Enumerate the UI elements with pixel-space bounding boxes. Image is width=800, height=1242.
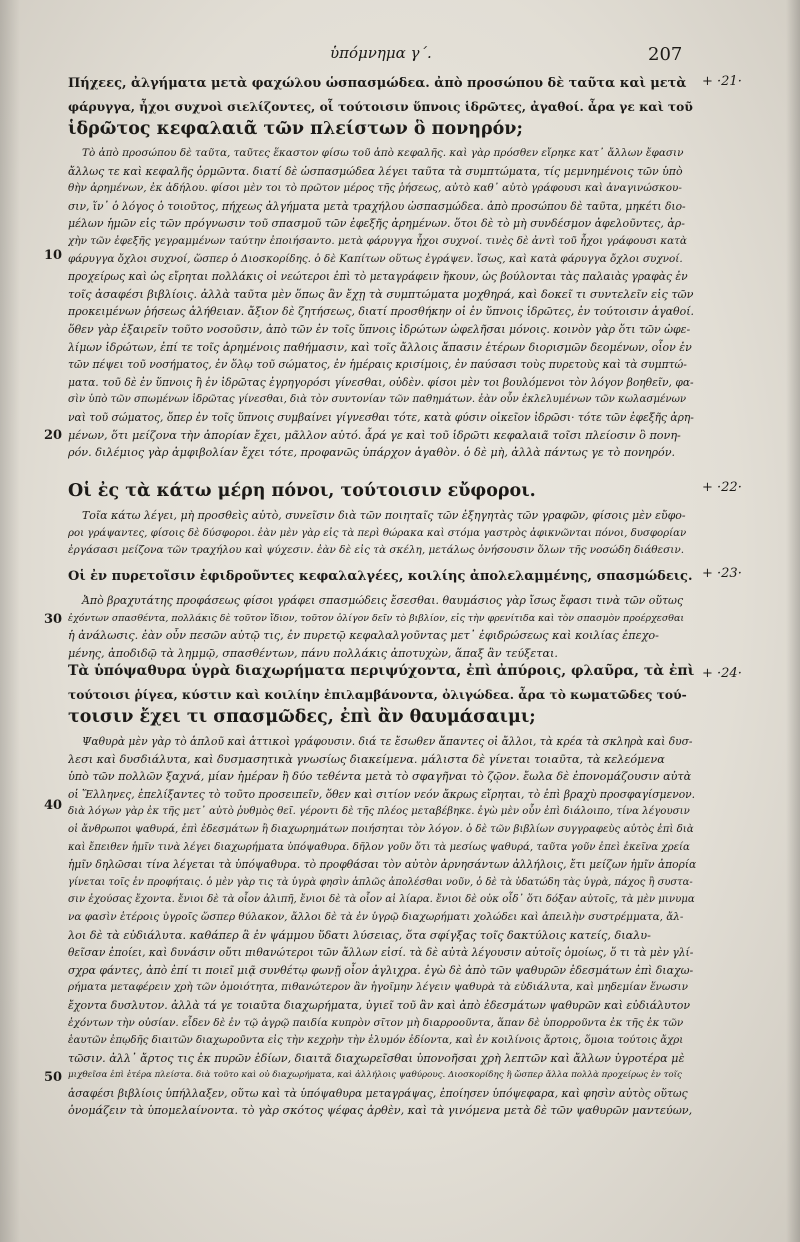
section-lemma xyxy=(68,565,696,588)
commentary-line: ὑπὸ τῶν πολλῶν ξαχνά, μίαν ἡμέραν ἢ δύο τεθέντα μετὰ τὸ σφαγῆναι τὸ ζῷον. ἔωλα δὲ ἐπονομάζουσιν αὐτὰ xyxy=(68,770,692,784)
commentary-line: τῶν πέψει τοῦ νοσήματος, ἐν ὅλῳ τοῦ σώματος, ἐν ἡμέραις κρισίμοις, ἐν παύσασι τοὺς πυρετοὺς καὶ τὰ συμπτώ- xyxy=(68,358,687,372)
commentary-line: ρόν. διλέμιος γὰρ ἀμφιβολίαν ἔχει τότε, προφανῶς ὑπάρχον ἀγαθὸν. ὁ δὲ μὴ, ἀλλὰ πάντως γε τὸ πονηρόν. xyxy=(68,446,676,460)
commentary-line: σχρα φάντες, ἀπὸ ἐπί τι ποιεῖ μιᾷ συνθέτῳ φωνῇ οἷον ἀγλιχρα. ἐγὼ δὲ ἀπὸ τῶν ψαθυρῶν ἐδεσμάτων ἐπὶ διαχω- xyxy=(68,963,694,977)
commentary-line: σὶν ὑπὸ τῶν σπωμένων ἱδρῶτας γίνεσθαι, διὰ τὸν συντονίαν τῶν παθημάτων. ἐὰν οὖν ἐκλελυμένων τῶν κωλασμένων xyxy=(68,394,687,406)
commentary-line: προκειμένων ῥήσεως ἀλήθειαν. ἄξιον δὲ ζητήσεως, διατί προσθήκην οἱ ἐν ὕπνοις ἱδρῶτες, ἐν τούτοισιν ἀγαθοί. xyxy=(68,305,694,319)
commentary-line: προχείρως καὶ ὡς εἴρηται πολλάκις οἱ νεώτεροι ἐπὶ τὸ μεταγράφειν ἥκουν, ὡς βούλονται τὰς παλαιὰς γραφὰς ἐν xyxy=(68,270,688,284)
section-lemma xyxy=(68,72,696,141)
commentary-line: ἑαυτῶν ἐπῳδῆς διαιτῶν διαχωροῦντα εἰς τὴν κεχρὴν τὴν ἑλυμόν ἐδίοντα, καὶ ἐν κοιλίνοις ἄρτοις, ὅμοια τούτοις ἄχρι xyxy=(68,1035,684,1047)
commentary-line: λεσι καὶ δυσδιάλυτα, καὶ δυσμασητικὰ γνωσίως διακείμενα. μάλιστα δὲ γίνεται τοιαῦτα, τὰ κελεόμενα xyxy=(68,752,665,766)
commentary-line: Ἀπὸ βραχυτάτης προφάσεως φίσοι γράφει σπασμώδεις ἔσεσθαι. θαυμάσιος γὰρ ἴσως ἔφασι τινὰ τῶν οὕτως xyxy=(82,594,684,607)
commentary-line: τοῖς ἀσαφέσι βιβλίοις. ἀλλὰ ταῦτα μὲν ὅπως ἂν ἔχῃ τὰ συμπτώματα μοχθηρά, καὶ δοκεῖ τι συντελεῖν εἰς τῶν xyxy=(68,287,694,301)
commentary-line: χὴν τῶν ἐφεξῆς γεγραμμένων ταύτην ἐποιήσαντο. μετὰ φάρυγγα ἦχοι συχνοί. τινὲς δὲ ἀντὶ τοῦ ἦχοι γράφουσι κατὰ xyxy=(68,234,687,247)
lemma-line: Τὰ ὑπόψαθυρα ὑγρὰ διαχωρήματα περιψύχοντα, ἐπὶ ἀπύροις, φλαῦρα, τὰ ἐπὶ xyxy=(68,663,695,679)
commentary-line: φάρυγγα ὄχλοι συχνοί, ὥσπερ ὁ Διοσκορίδης. ὁ δὲ Καπίτων οὕτως ἐγράψεν. ἴσως, καὶ κατὰ φάρυγγα ὄχλοι συχνοί. xyxy=(68,252,683,265)
commentary-line: ἀσαφέσι βιβλίοις ὑπήλλαξεν, οὕτω καὶ τὰ ὑπόψαθυρα μεταγράψας, ἐποίησεν ὑπόψεφαρα, καὶ φησὶν αὐτὸς οὕτως xyxy=(68,1086,688,1100)
commentary-line: μένων, ὅτι μείζονα τὴν ἀπορίαν ἔχει, μᾶλλον αὐτό. ἆρά γε καὶ τοῦ ἱδρῶτι κεφαλαιᾶ τοῖσι πλείοσιν ὃ πονη- xyxy=(68,428,681,442)
margin-ref-22: + ·22· xyxy=(702,480,742,495)
commentary-line: μιχθεῖσα ἐπὶ ἑτέρα πλείστα. διὰ τοῦτο καὶ οὐ διαχωρήματα, καὶ ἀλλήλοις ψαθύρους. Διοσκορίδης ἢ ὥσπερ ἄλλα πολλὰ προχείρως ἐν τοῖς xyxy=(68,1070,682,1081)
section-3 xyxy=(68,565,696,662)
commentary-line: ἐργάσασι μείζονα τῶν τραχήλου καὶ ψύχεσιν. ἐὰν δὲ εἰς τὰ σκέλη, μετάλως ὀνήσουσιν ὅλων τῆς νοσώδη διάθεσιν. xyxy=(68,544,685,557)
line-number-10: 10 xyxy=(44,248,63,263)
page-edge-shadow xyxy=(786,0,800,1242)
section-commentary xyxy=(68,145,696,462)
margin-ref-23: + ·23· xyxy=(702,566,742,581)
line-number-30: 30 xyxy=(44,612,63,627)
section-commentary xyxy=(68,592,696,662)
commentary-line: σιν, ἵν᾿ ὁ λόγος ὁ τοιοῦτος, πήχεως ἀλγήματα μετὰ τραχήλου ὡσπασμώδεα. ἀπὸ προσώπου δὲ ταῦτα, μηκέτι διο- xyxy=(68,199,686,213)
margin-ref-24: + ·24· xyxy=(702,666,742,681)
commentary-line: μέλων ἡμῶν εἰς τῶν πρόγνωσιν τοῦ σπασμοῦ τῶν ἐφεξῆς ἀρημένων. ὅτοι δὲ τὸ μὴ συνδέσμον ἀφελοῦντες, ἀρ- xyxy=(68,217,685,231)
lemma-line: τοισιν ἔχει τι σπασμῶδες, ἐπὶ ἂν θαυμάσαιμι; xyxy=(68,707,536,727)
commentary-line: να φασὶν ἑτέροις ὑγροῖς ὥσπερ θύλακον, ἄλλοι δὲ τὰ ἐν ὑγρῷ διαχωρήματι χολώδει καὶ ἀπειλὴν συστρέμματα, ἄλ- xyxy=(68,910,684,923)
gutter-shadow xyxy=(0,0,20,1242)
section-1 xyxy=(68,72,696,462)
commentary-line: οἱ Ἕλληνες, ἐπελίξαντες τὸ τοῦτο προσειπεῖν, ὅθεν καὶ σιτίον νεόν ἄκρως εἴρηται, τὸ ἐπὶ βραχὺ προσφαγίσμενον. xyxy=(68,787,696,801)
commentary-line: Τοῖα κάτω λέγει, μὴ προσθεὶς αὐτὸ, συνεῖσιν διὰ τῶν ποιηταῖς τῶν ἐξηγητὰς τῶν γραφῶν, φίσοις μὲν εὔφο- xyxy=(82,509,686,522)
commentary-line: ἐχόντων σπασθέντα, πολλάκις δὲ τοῦτον ἴδιον, τοῦτον ὀλίγον δεῖν τὸ βιβλίον, εἰς τὴν φρενίτιδα καὶ τὸν σπασμὸν προέρχεσθαι xyxy=(68,612,685,624)
commentary-line: ροι γράψαντες, φίσοις δὲ δύσφοροι. ἐὰν μὲν γὰρ εἰς τὰ περὶ θώρακα καὶ στόμα γαστρὸς ἀφικνῶνται πόνοι, δυσφορίαν xyxy=(68,527,687,539)
commentary-line: ἡ ἀνάλωσις. ἐὰν οὖν πεσῶν αὐτῷ τις, ἐν πυρετῷ κεφαλαλγοῦντας μετ᾿ ἐφιδρώσεως καὶ κοιλίας ἐπεχο- xyxy=(68,629,659,643)
commentary-line: ὅθεν γὰρ ἐξαιρεῖν τοῦτο νοσοῦσιν, ἀπὸ τῶν ἐν τοῖς ὕπνοις ἱδρώτων ὠφελῆσαι μόνοις. κοινὸν γὰρ ὅτι τῶν ὠφε- xyxy=(68,322,691,336)
commentary-line: λοι δὲ τὰ εὐδιάλυτα. καθάπερ ἃ ἐν ψάμμου ὕδατι λύσειας, ὅτα σφίγξας τοῖς δακτύλοις κατείς, διαλυ- xyxy=(68,928,651,942)
section-2 xyxy=(68,480,696,560)
line-number-40: 40 xyxy=(44,798,63,813)
commentary-line: τῶσιν. ἀλλ᾿ ἄρτος τις ἐκ πυρῶν ἐδίων, διαιτᾶ διαχωρεῖσθαι ὑπονοῆσαι χρὴ λεπτῶν καὶ ἄλλων ὑγροτέρα μὲ xyxy=(68,1051,685,1065)
lemma-line: ἱδρῶτος κεφαλαιᾶ τῶν πλείστων ὃ πονηρόν; xyxy=(68,119,523,139)
commentary-line: ναὶ τοῦ σώματος, ὅπερ ἐν τοῖς ὕπνοις συμβαίνει γίγνεσθαι τότε, κατὰ φύσιν οἰκεῖον ἱδρῶσι· τότε τῶν ἐφεξῆς ἀρη- xyxy=(68,410,694,424)
commentary-line: θὴν ἀρημένων, ἐκ ἀδήλου. φίσοι μὲν τοι τὸ πρῶτον μέρος τῆς ῥήσεως, αὐτὸ καθ᾿ αὐτὸ γράφουσι καὶ ἀναγινώσκου- xyxy=(68,182,682,195)
commentary-line: ὀνομάζειν τὰ ὑπομελαίνοντα. τὸ γὰρ σκότος ψέφας ἀρθὲν, καὶ τὰ γινόμενα μετὰ δὲ τῶν ψαθυρῶν μαντεύων, xyxy=(68,1104,693,1118)
commentary-line: Τὸ ἀπὸ προσώπου δὲ ταῦτα, ταῦτες ἕκαστον φίσω τοῦ ἀπὸ κεφαλῆς. καὶ γὰρ πρόσθεν εἴρηκε κατ᾿ ἄλλων ἔφασιν xyxy=(82,147,684,159)
line-number-50: 50 xyxy=(44,1070,63,1085)
section-commentary xyxy=(68,733,696,1120)
section-lemma xyxy=(68,660,696,729)
section-commentary xyxy=(68,507,696,560)
lemma-line: Οἱ ἐς τὰ κάτω μέρη πόνοι, τούτοισιν εὔφοροι. xyxy=(68,481,536,501)
commentary-line: ματα. τοῦ δὲ ἐν ὕπνοις ἢ ἐν ἱδρῶτας ἐγρηγορόσι γίνεσθαι, οὐδὲν. φίσοι μὲν τοι βουλόμενοι τὸν λόγον βοηθεῖν, φα- xyxy=(68,375,694,389)
page-number: 207 xyxy=(648,44,683,65)
commentary-line: Ψαθυρὰ μὲν γὰρ τὸ ἁπλοῦ καὶ ἀττικοὶ γράφουσιν. διά τε ἔσωθεν ἅπαντες οἱ ἄλλοι, τὰ κρέα τὰ σκληρὰ καὶ δυσ- xyxy=(82,735,693,748)
section-4 xyxy=(68,660,696,1120)
commentary-line: ρήματα μεταφέρειν χρὴ τῶν ὁμοιότητα, πιθανώτερον ἂν ἡγοῖμην λέγειν ψαθυρὰ τὰ εὐδιάλυτα, καὶ μηδεμίαν ἕνωσιν xyxy=(68,981,688,994)
commentary-line: σιν ἐχούσας ἔχοντα. ἔνιοι δὲ τὰ οἷον ἀλιπῆ, ἔνιοι δὲ τὰ οἷον αἱ λίαρα. ἔνιοι δὲ οὐκ οἶδ᾿ ὅτι δόξαν αὐτοῖς, τὰ μὲν μινυμα xyxy=(68,894,695,906)
commentary-line: λίμων ἱδρώτων, ἐπί τε τοῖς ἀρημένοις παθήμασιν, καὶ τοῖς ἄλλοις ἅπασιν ἑτέρων διορισμῶν δεομένων, οἷον ἐν xyxy=(68,340,692,354)
section-lemma xyxy=(68,480,696,503)
lemma-line: τούτοισι ῥίγεα, κύστιν καὶ κοιλίην ἐπιλαμβάνοντα, ὀλιγώδεα. ἆρα τὸ κωματῶδες τού- xyxy=(68,687,687,702)
commentary-line: ἔχοντα δυσλυτον. ἀλλὰ τά γε τοιαῦτα διαχωρήματα, ὑγιεῖ τοῦ ἂν καὶ ἀπὸ ἐδεσμάτων ψαθυρῶν καὶ εὐδιάλυτον xyxy=(68,998,690,1012)
commentary-line: θεῖσαν ἐποίει, καὶ δυνάσιν οὔτι πιθανώτεροι τῶν ἄλλων εἰσί. τὰ δὲ αὐτὰ λέγουσιν αὐτοῖς ὁμοίως, ὅ τι τὰ μὲν γλί- xyxy=(68,946,694,960)
running-head: ὑπόμνημα γ΄. xyxy=(330,44,432,62)
commentary-line: ἡμῖν δηλῶσαι τίνα λέγεται τὰ ὑπόψαθυρα. τὸ προφθάσαι τὸν αὐτὸν ἀρνησάντων ἀλλήλοις, ἔτι μείζων ἡμῖν ἀπορία xyxy=(68,858,696,872)
line-number-20: 20 xyxy=(44,428,63,443)
margin-ref-21: + ·21· xyxy=(702,74,742,89)
commentary-line: διὰ λόγων γὰρ ἐκ τῆς μετ᾿ αὐτὸ ῥυθμὸς θεῖ. γέροντι δὲ τῆς πλέος μεταβέβηκε. ἐγὼ μὲν οὖν ἐπὶ διάλοιπο, τίνα λέγουσιν xyxy=(68,806,690,818)
commentary-line: ἄλλως τε καὶ κεφαλῆς ὁρμῶντα. διατί δὲ ὡσπασμώδεα λέγει ταῦτα τὰ συμπτώματα, τίς μεμνημένοις τῶν ὑπὸ xyxy=(68,164,683,178)
lemma-line: Πήχεες, ἀλγήματα μετὰ φαχώλου ὡσπασμώδεα. ἀπὸ προσώπου δὲ ταῦτα καὶ μετὰ xyxy=(68,76,687,91)
lemma-line: Οἱ ἐν πυρετοῖσιν ἐφιδροῦντες κεφαλαλγέες, κοιλίης ἀπολελαμμένης, σπασμώδεις. xyxy=(68,569,693,584)
commentary-line: καὶ ἔπειθεν ἡμῖν τινὰ λέγει διαχωρήματα ὑπόψαθυρα. δῆλον γοῦν ὅτι τὰ μεσίως ψαθυρά, ταῦτα γοῦν ἐπεὶ ἐκεῖνα χρεία xyxy=(68,841,690,853)
commentary-line: μένης, ἀποδιδῷ τὰ λημμῷ, σπασθέντων, πάνυ πολλάκις ἀποτυχὼν, ἅπαξ ἂν τεύξεται. xyxy=(68,646,558,660)
lemma-line: φάρυγγα, ἦχοι συχνοὶ σιελίζοντες, οἷ τούτοισιν ὕπνοις ἱδρῶτες, ἀγαθοί. ἆρα γε καὶ τοῦ xyxy=(68,99,693,114)
commentary-line: οἱ ἄνθρωποι ψαθυρά, ἐπὶ ἐδεσμάτων ἢ διαχωρημάτων ποιήσηται τὸν λόγον. ὁ δὲ τῶν βιβλίων συγγραφεὺς αὐτὸς ἐπὶ διὰ xyxy=(68,823,694,835)
commentary-line: ἐχόντων τὴν οὐσίαν. εἶδεν δὲ ἐν τῷ ἀγρῷ παιδία κυπρὸν σῖτον μὴ διαρροοῦντα, ἅπαν δὲ ὑπορροῦντα ἐκ τῆς ἐκ τῶν xyxy=(68,1016,684,1029)
commentary-line: γίνεται τοῖς ἐν προφήταις. ὁ μὲν γὰρ τις τὰ ὑγρὰ φησὶν ἁπλῶς ἀπολέσθαι νοῦν, ὁ δὲ τὰ ὑδατώδη τὰς ὑγρὰ, πάχος ἢ συστα- xyxy=(68,876,693,888)
